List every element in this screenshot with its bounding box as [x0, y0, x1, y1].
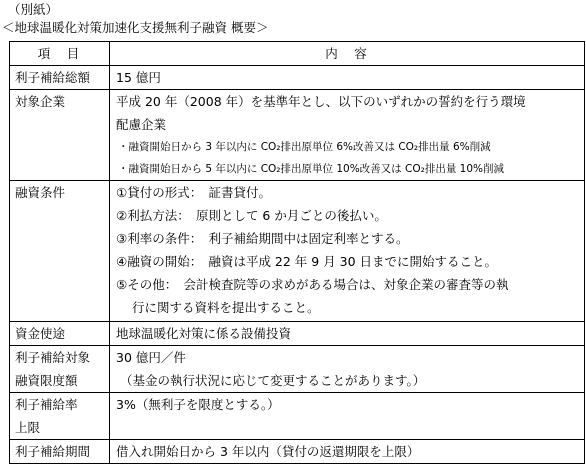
terms-line-1: ①貸付の形式： 証書貸付。 — [116, 185, 271, 200]
label-limit-line-1: 利子補給対象 — [15, 350, 91, 365]
row-rate — [10, 393, 585, 440]
label-rate-line-2: 上限 — [15, 420, 41, 435]
terms-line-5: ⑤その他： 会計検査院等の求めがある場合は、対象企業の審査等の執 — [116, 277, 509, 292]
label-limit — [10, 346, 110, 393]
row-limit — [10, 346, 585, 393]
value-use: 地球温暖化対策に係る設備投資 — [110, 322, 585, 346]
row-period — [10, 440, 585, 464]
value-limit — [110, 346, 585, 393]
row-terms — [10, 181, 585, 322]
limit-line-1: 30 億円／件 — [116, 350, 186, 365]
value-target — [110, 90, 585, 181]
table-header-row — [10, 42, 585, 66]
header-content: 内 容 — [110, 42, 585, 66]
target-pledge-1: ・融資開始日から 3 年以内に CO₂排出原単位 6%改善又は CO₂排出量 6%削減 — [118, 141, 491, 153]
terms-line-6: 行に関する資料を提出すること。 — [132, 300, 320, 315]
value-terms — [110, 181, 585, 322]
value-period: 借入れ開始日から 3 年以内（貸付の返還期限を上限） — [110, 440, 585, 464]
annex-label: （別紙） — [8, 2, 59, 17]
label-use: 資金使途 — [10, 322, 110, 346]
limit-line-2: （基金の執行状況に応じて変更することがあります。） — [120, 373, 426, 388]
label-period: 利子補給期間 — [10, 440, 110, 464]
target-line-2: 配慮企業 — [116, 117, 167, 132]
document-title: ＜地球温暖化対策加速化支援無利子融資 概要＞ — [2, 20, 269, 35]
summary-table — [9, 41, 585, 464]
row-amount — [10, 66, 585, 90]
value-amount: 15 億円 — [110, 66, 585, 90]
terms-line-3: ③利率の条件： 利子補給期間中は固定利率とする。 — [116, 231, 409, 246]
terms-line-2: ②利払方法： 原則として 6 か月ごとの後払い。 — [116, 208, 387, 223]
label-rate — [10, 393, 110, 440]
label-amount: 利子補給総額 — [10, 66, 110, 90]
label-limit-line-2: 融資限度額 — [15, 373, 78, 388]
target-pledge-2: ・融資開始日から 5 年以内に CO₂排出原単位 10%改善又は CO₂排出量 10%削減 — [118, 163, 504, 175]
terms-line-4: ④融資の開始： 融資は平成 22 年 9 月 30 日までに開始すること。 — [116, 254, 498, 269]
label-rate-line-1: 利子補給率 — [15, 397, 78, 412]
row-target — [10, 90, 585, 181]
header-item: 項 目 — [10, 42, 110, 66]
label-terms: 融資条件 — [10, 181, 110, 322]
label-target: 対象企業 — [10, 90, 110, 181]
value-rate: 3%（無利子を限度とする。） — [110, 393, 585, 440]
row-use — [10, 322, 585, 346]
target-line-1: 平成 20 年（2008 年）を基準年とし、以下のいずれかの誓約を行う環境 — [116, 94, 526, 109]
